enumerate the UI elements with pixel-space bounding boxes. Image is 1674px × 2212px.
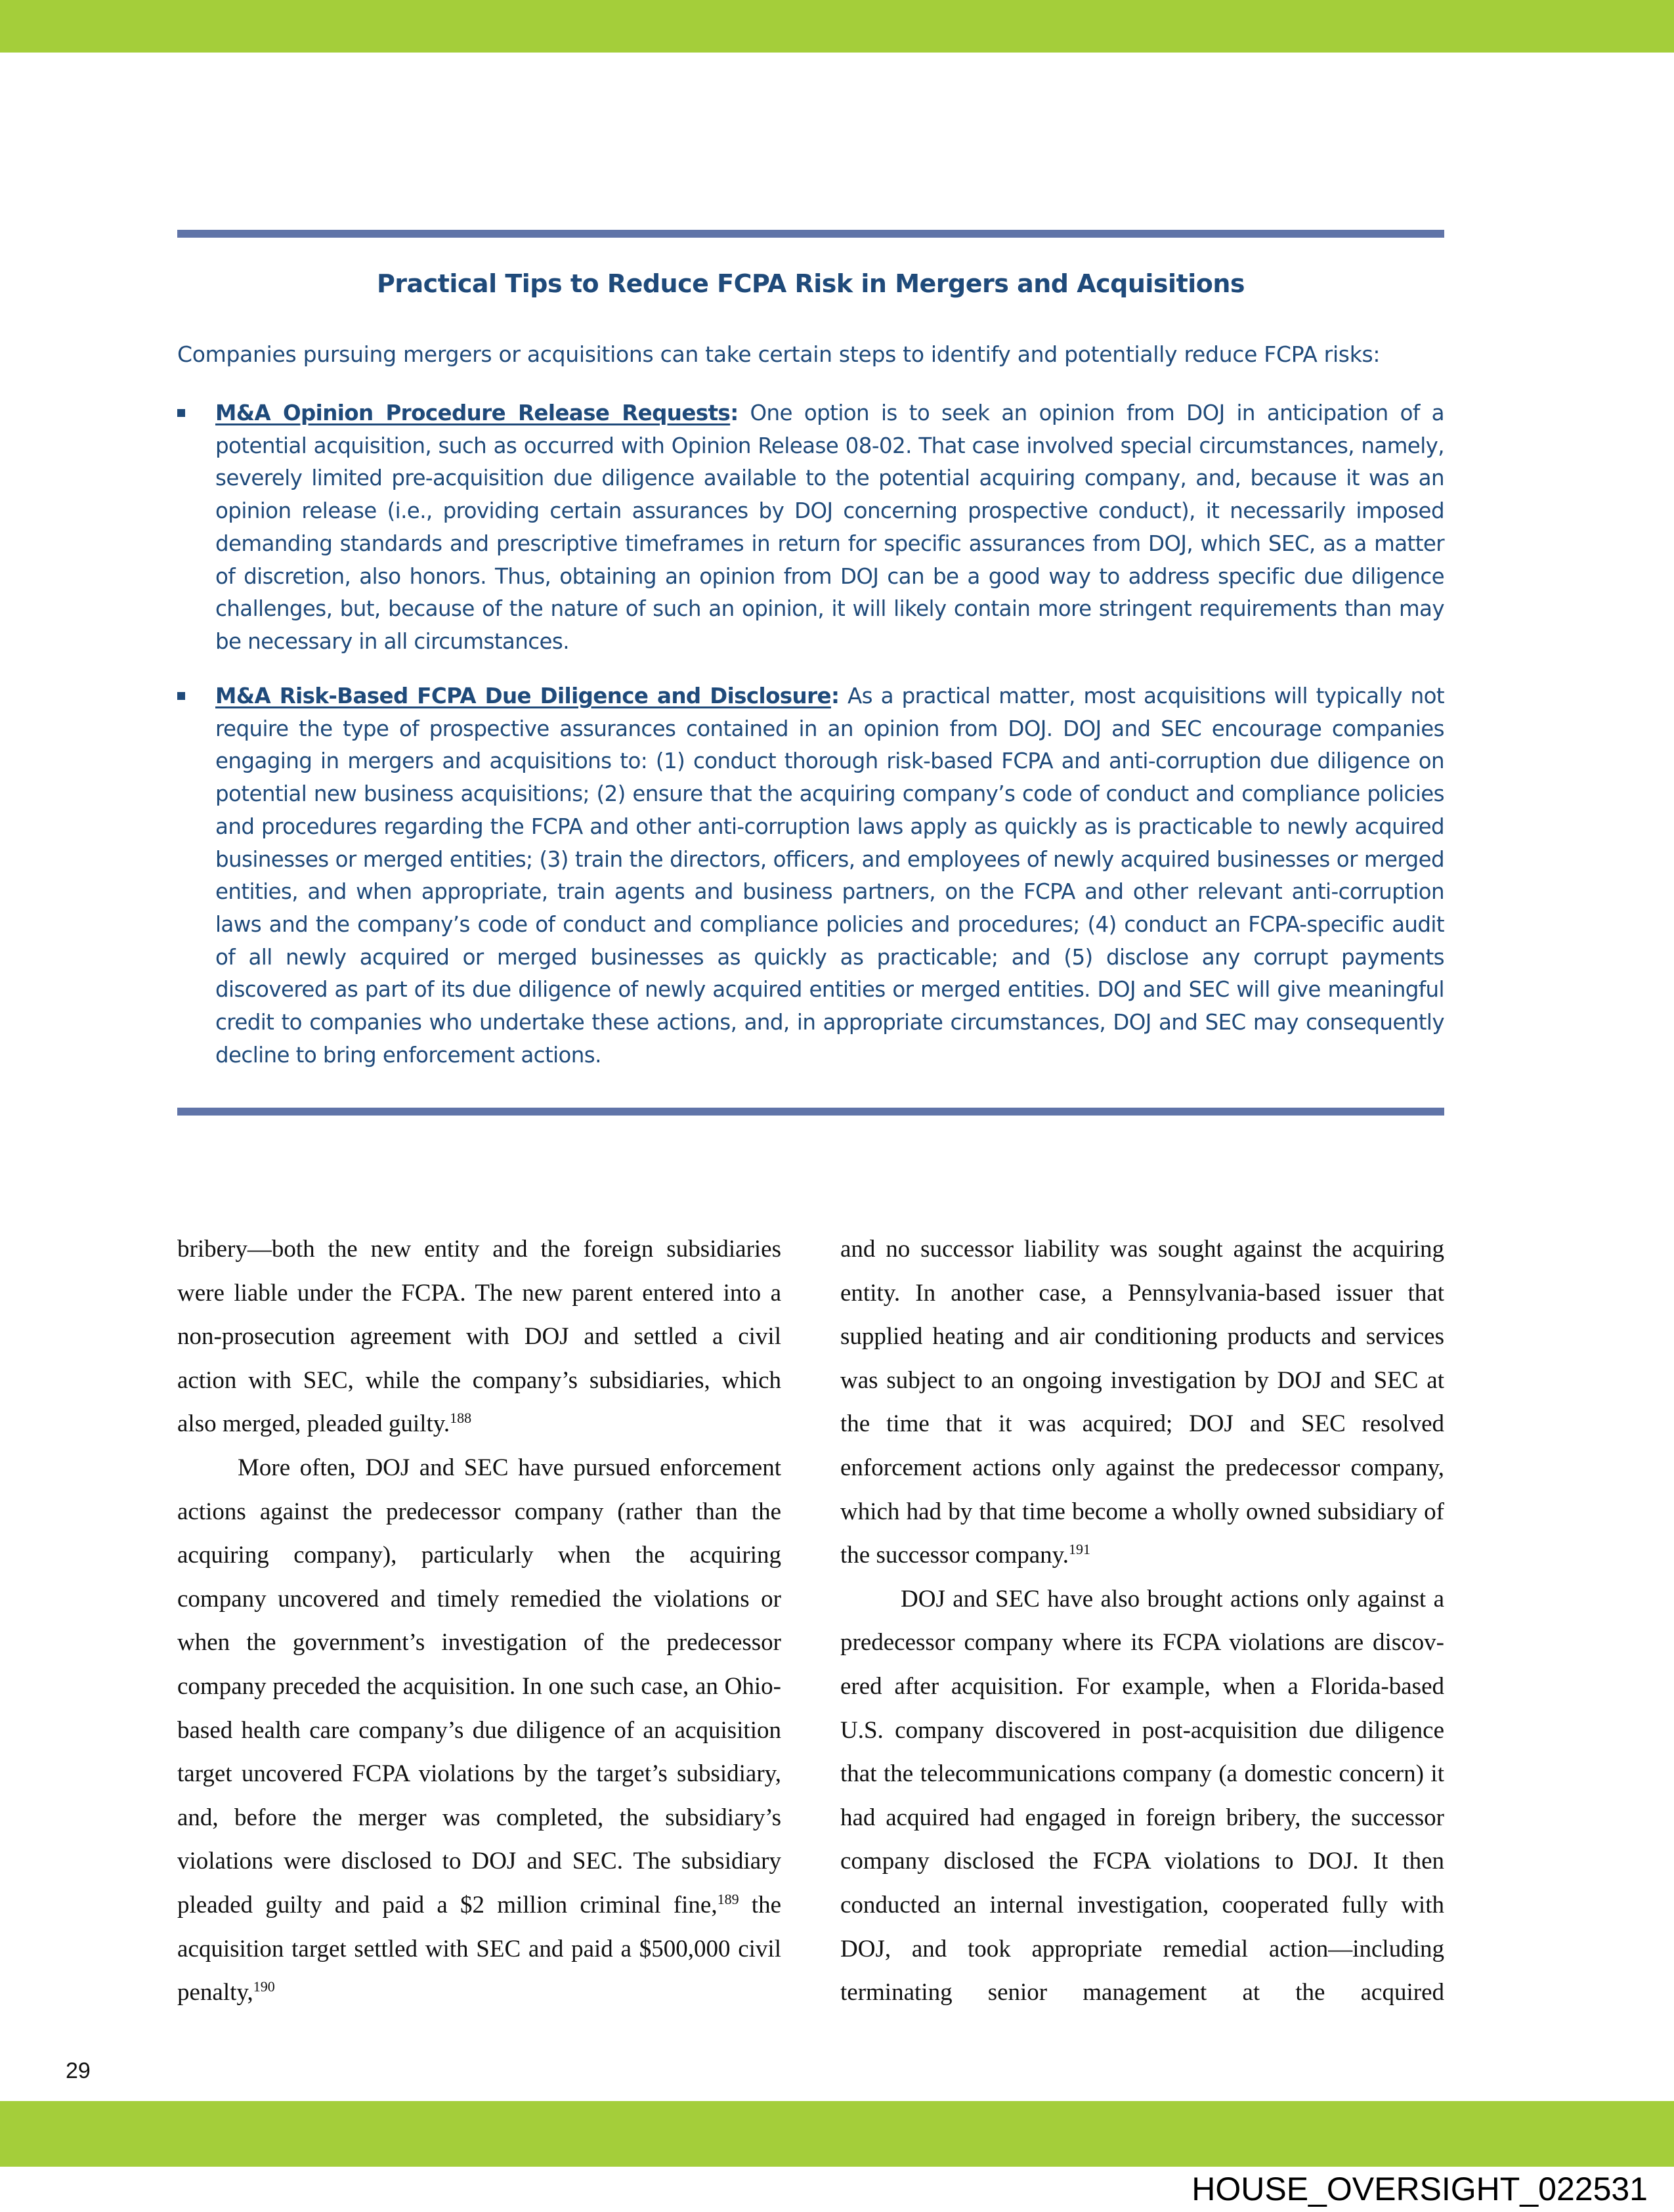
sidebar-box-bottom-rule — [177, 1108, 1444, 1116]
top-brand-bar — [0, 0, 1674, 53]
tip-text: As a practical matter, most acquisitions will typically not require the type of prospective assurances contained in an opinion from DOJ. DOJ and SEC encourage companies engaging in mergers and acquisitions to: (1) conduct thorough risk-based FCPA and anti-corruption due diligence on potential new business acquisitions; (2) ensure that the acquiring company’s code of conduct and compliance policies and procedures regarding the FCPA and other anti-corruption laws apply as quickly as is practicable to newly acquired businesses or merged entities; (3) train the directors, officers, and employees of newly acquired businesses or merged entities, and when appropriate, train agents and business partners, on the FCPA and other relevant anti-corruption laws and the company’s code of conduct and compliance policies and procedures; (4) conduct an FCPA-specific audit of all newly acquired or merged businesses as quickly as practicable; and (5) disclose any corrupt payments discovered as part of its due diligence of newly acquired entities or merged entities. DOJ and SEC will give meaningful credit to companies who undertake these actions, and, in appropriate circumstances, DOJ and SEC may consequently decline to bring enforcement actions. — [215, 683, 1444, 1068]
tip-body — [215, 680, 1444, 1072]
document-id-stamp: HOUSE_OVERSIGHT_022531 — [1191, 2171, 1648, 2207]
tip-text: One option is to seek an opinion from DOJ in anticipation of a potential acquisition, such as occurred with Opinion Release 08-02. That case involved special circumstances, namely, severely limited pre-acquisition due diligence available to the potential acquiring company, and, because it was an opinion release (i.e., providing certain assurances by DOJ concerning prospective conduct), it necessarily imposed demanding standards and prescriptive timeframes in return for specific assurances from DOJ, which SEC, as a matter of discretion, also honors. Thus, obtaining an opinion from DOJ can be a good way to address specific due diligence challenges, but, because of the nature of such an opinion, it will likely contain more stringent requirements than may be necessary in all circumstances. — [215, 401, 1444, 654]
paragraph-text: and no successor liability was sought against the acquiring entity. In another case, a Pennsylvania-based issuer that supplied heating and air conditioning products and services was subject to an ongoing investigation by DOJ and SEC at the time that it was acquired; DOJ and SEC resolved enforcement actions only against the predecessor company, which had by that time become a wholly owned subsidiary of the successor company. — [840, 1236, 1444, 1569]
footnote-ref: 190 — [253, 1978, 275, 1995]
tip-heading: M&A Opinion Procedure Release Requests — [215, 401, 731, 425]
sidebar-box-top-rule — [177, 230, 1444, 238]
body-paragraph — [840, 1578, 1444, 2015]
body-column-right — [840, 1228, 1444, 2015]
sidebar-box-intro: Companies pursuing mergers or acquisitions can take certain steps to identify and potentially reduce FCPA risks: — [177, 341, 1381, 367]
sidebar-box-title: Practical Tips to Reduce FCPA Risk in Mergers and Acquisitions — [376, 269, 1245, 298]
bottom-brand-bar — [0, 2101, 1674, 2167]
body-paragraph — [177, 1446, 781, 2015]
tip-item — [177, 397, 1444, 659]
square-bullet-icon — [177, 692, 185, 700]
square-bullet-icon — [177, 409, 185, 417]
paragraph-text: bribery—both the new entity and the foreign subsidiaries were liable under the FCPA. The new parent entered into a non-prosecution agreement with DOJ and settled a civil action with SEC, while the company’s subsidiaries, which also merged, pleaded guilty. — [177, 1236, 781, 1438]
tip-heading: M&A Risk-Based FCPA Due Diligence and Disclosure — [215, 683, 831, 708]
tip-body — [215, 397, 1444, 659]
body-column-left — [177, 1228, 781, 2015]
footnote-ref: 191 — [1068, 1540, 1090, 1557]
page-number: 29 — [66, 2058, 91, 2083]
paragraph-text: More often, DOJ and SEC have pursued enforcement actions against the predecessor company (rather than the acquiring company), particularly when the acquiring company uncovered and timely remedied the violations or when the government’s investigation of the predecessor company preceded the acquisition. In one such case, an Ohio-based health care company’s due diligence of an acquisition target uncovered FCPA violations by the target’s subsidiary, and, before the merger was completed, the subsidiary’s violations were disclosed to DOJ and SEC. The subsidiary pleaded guilty and paid a $2 million criminal fine, — [177, 1454, 781, 1919]
body-paragraph — [840, 1228, 1444, 1578]
footnote-ref: 189 — [717, 1890, 739, 1907]
paragraph-text: DOJ and SEC have also brought actions only against a predecessor company where its FCPA violations are discovered after acquisition. For example, when a Florida-based U.S. company discovered in post-acquisition due diligence that the telecommunications company (a domestic concern) it had acquired had engaged in foreign bribery, the successor company disclosed the FCPA violations to DOJ. It then conducted an internal investigation, cooperated fully with DOJ, and took appropriate remedial action—including terminating senior management at the acquired — [840, 1585, 1444, 2006]
tip-heading-separator: : — [730, 401, 739, 425]
tip-heading-separator: : — [830, 683, 840, 708]
footnote-ref: 188 — [450, 1410, 472, 1427]
body-paragraph — [177, 1228, 781, 1446]
tip-item — [177, 680, 1444, 1072]
paragraph-text: the acquisition target settled with SEC and paid a $500,000 civil penalty, — [177, 1891, 782, 2006]
